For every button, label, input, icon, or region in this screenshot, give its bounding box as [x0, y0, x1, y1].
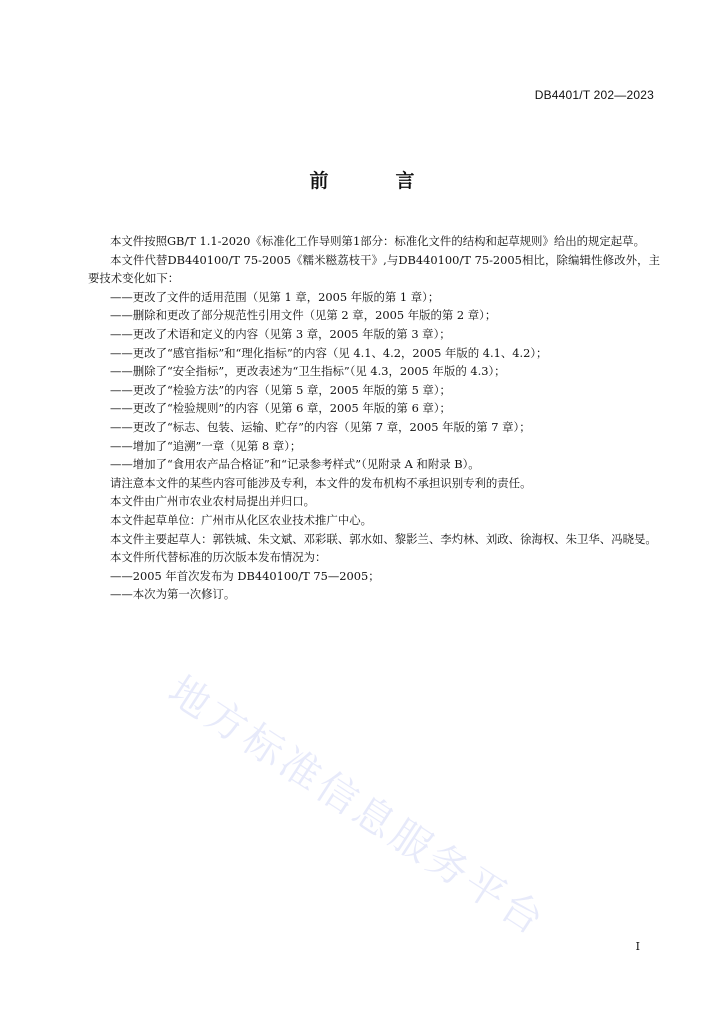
change-item: ——增加了“追溯”一章（见第 8 章）； — [110, 438, 302, 453]
change-item: ——更改了“检验规则”的内容（见第 6 章，2005 年版的第 6 章）； — [110, 401, 451, 416]
change-item: ——更改了“标志、包装、运输、贮存”的内容（见第 7 章，2005 年版的第 7 章）； — [110, 419, 531, 434]
watermark: 地方标准信息服务平台 — [160, 667, 555, 946]
page-title: 前 言 — [309, 170, 439, 192]
change-item: ——更改了文件的适用范围（见第 1 章，2005 年版的第 1 章）； — [110, 289, 440, 304]
intro-paragraph: 本文件代替DB440100/T 75-2005《糯米糍荔枝干》,与DB440100/T 75-2005相比，除编辑性修改外，主要技术变化如下： — [88, 252, 660, 286]
change-item: ——删除和更改了部分规范性引用文件（见第 2 章，2005 年版的第 2 章）； — [110, 308, 497, 323]
page-number: I — [635, 940, 640, 953]
info-paragraph: 请注意本文件的某些内容可能涉及专利，本文件的发布机构不承担识别专利的责任。 — [110, 475, 532, 490]
foreword-body — [88, 232, 660, 604]
change-item: ——更改了“感官指标”和“理化指标”的内容（见 4.1、4.2，2005 年版的 4.1、4.2）； — [110, 345, 548, 360]
info-paragraph: 本文件起草单位：广州市从化区农业技术推广中心。 — [110, 512, 372, 527]
change-item: ——更改了“检验方法”的内容（见第 5 章，2005 年版的第 5 章）； — [110, 382, 451, 397]
intro-paragraph: 本文件按照GB/T 1.1-2020《标准化工作导则第1部分：标准化文件的结构和起草规则》给出的规定起草。 — [110, 234, 645, 248]
info-paragraph: 本文件主要起草人：郭铁城、朱文斌、邓彩联、郭水如、黎影兰、李灼林、刘政、徐海权、朱卫华、冯晓旻。 — [110, 531, 657, 546]
info-paragraph: 本文件由广州市农业农村局提出并归口。 — [110, 494, 316, 509]
info-paragraph: 本文件所代替标准的历次版本发布情况为： — [110, 550, 327, 565]
document-code: DB4401/T 202—2023 — [534, 88, 654, 102]
change-item: ——删除了“安全指标”，更改表述为“卫生指标”（见 4.3，2005 年版的 4.3）； — [110, 364, 506, 379]
history-item: ——2005 年首次发布为 DB440100/T 75—2005； — [110, 568, 380, 583]
change-item: ——更改了术语和定义的内容（见第 3 章，2005 年版的第 3 章）； — [110, 326, 451, 341]
change-item: ——增加了“食用农产品合格证”和“记录参考样式”（见附录 A 和附录 B）。 — [110, 457, 480, 472]
history-item: ——本次为第一次修订。 — [110, 587, 236, 602]
